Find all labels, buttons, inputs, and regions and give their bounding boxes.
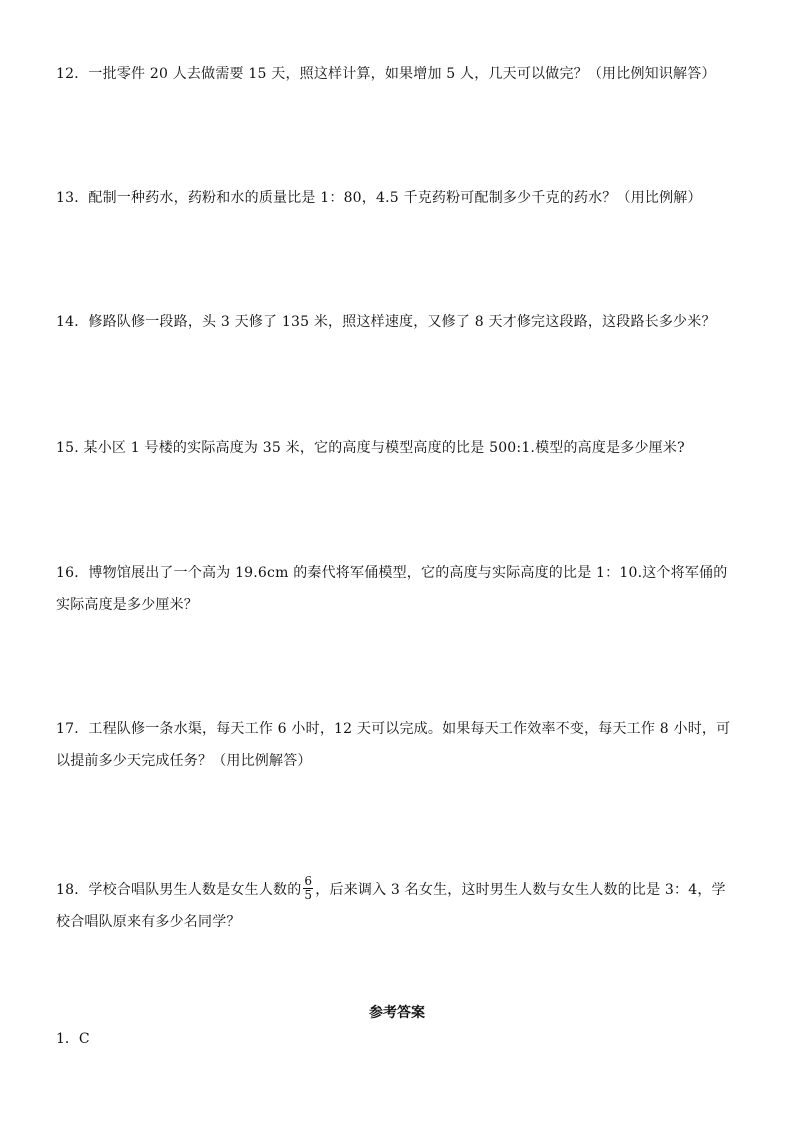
question-16: 16．博物馆展出了一个高为 19.6cm 的秦代将军俑模型，它的高度与实际高度的比是 1：10.这个将军俑的实际高度是多少厘米？ [56, 565, 728, 613]
question-18-text-before: 18．学校合唱队男生人数是女生人数的 [56, 882, 302, 898]
question-18-text-after: ，后来调入 3 名女生，这时男生人数与女生人数的比是 3：4，学校合唱队原来有多少名同学？ [56, 882, 726, 930]
fraction [303, 875, 313, 902]
answers-title: 参考答案 [369, 1005, 425, 1021]
fraction-numerator: 6 [304, 873, 313, 888]
question-14: 14．修路队修一段路，头 3 天修了 135 米，照这样速度，又修了 8 天才修完这段路，这段路长多少米？ [56, 314, 716, 330]
fraction-denominator: 5 [304, 887, 313, 902]
question-18 [56, 874, 738, 938]
question-12: 12．一批零件 20 人去做需要 15 天，照这样计算，如果增加 5 人，几天可以做完？（用比例知识解答） [56, 66, 716, 82]
question-15: 15. 某小区 1 号楼的实际高度为 35 米，它的高度与模型高度的比是 500:1.模型的高度是多少厘米? [56, 440, 685, 456]
answer-1: 1．C [56, 1031, 90, 1047]
question-13: 13．配制一种药水，药粉和水的质量比是 1：80，4.5 千克药粉可配制多少千克的药水？（用比例解） [56, 190, 702, 206]
question-17: 17．工程队修一条水渠，每天工作 6 小时，12 天可以完成。如果每天工作效率不变，每天工作 8 小时，可以提前多少天完成任务？（用比例解答） [56, 721, 731, 769]
